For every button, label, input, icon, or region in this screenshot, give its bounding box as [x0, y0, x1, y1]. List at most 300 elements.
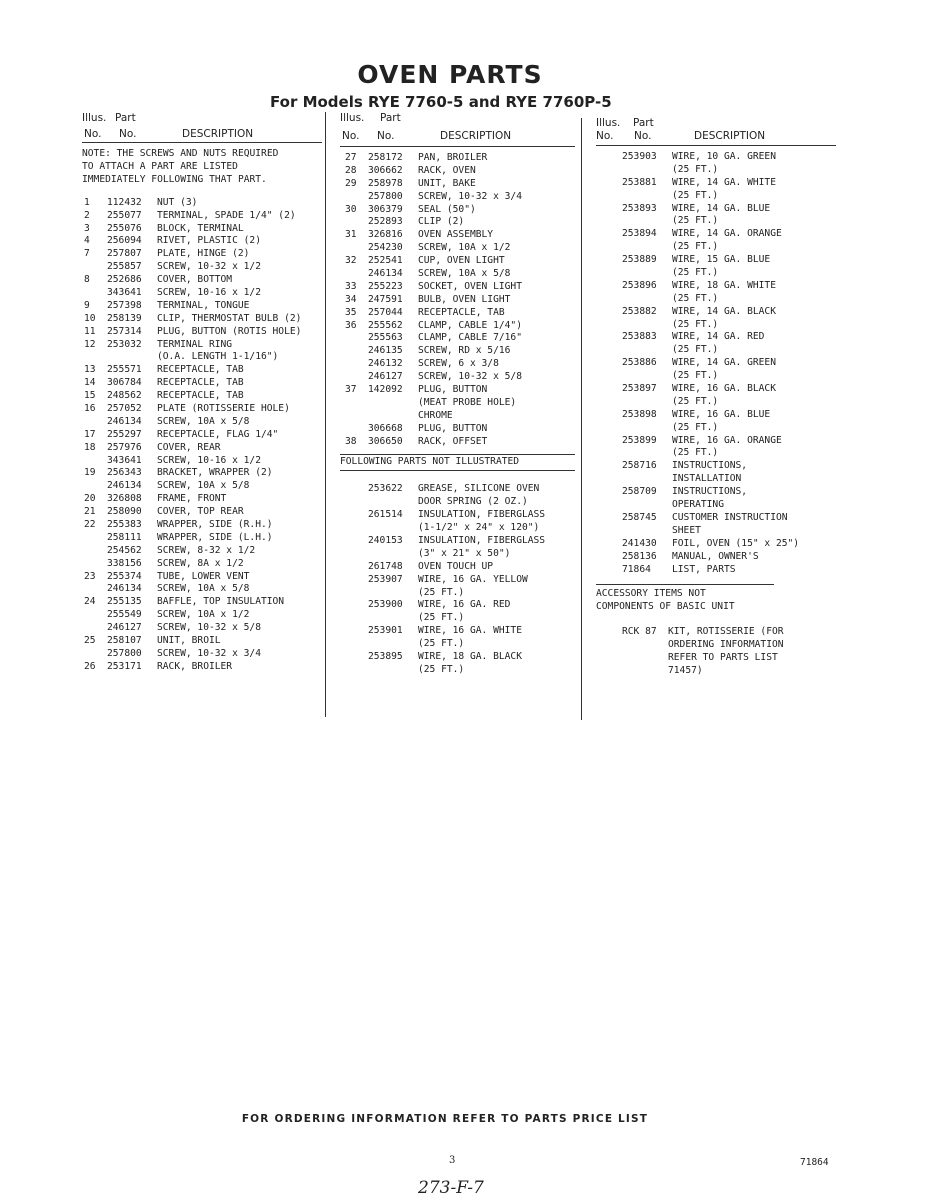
part-row	[340, 371, 575, 384]
part-number: 253171	[107, 660, 142, 672]
part-description: CUP, OVEN LIGHT	[418, 255, 505, 267]
part-row	[596, 228, 836, 241]
column-header	[340, 110, 575, 144]
header-illus: Illus.	[340, 112, 365, 124]
part-description: (25 FT.)	[672, 215, 719, 227]
header-no-part: No.	[634, 130, 652, 142]
part-description: DOOR SPRING (2 OZ.)	[418, 496, 528, 508]
part-description: CHROME	[418, 409, 453, 421]
part-row	[82, 235, 322, 248]
part-description: SCREW, 8A x 1/2	[157, 557, 244, 569]
part-description: INSTRUCTIONS,	[672, 486, 748, 498]
part-description: SCREW, 6 x 3/8	[418, 358, 499, 370]
header-no-illus: No.	[342, 130, 360, 142]
part-row	[82, 635, 322, 648]
part-row	[596, 203, 836, 216]
part-row	[82, 648, 322, 661]
part-row	[340, 345, 575, 358]
part-row	[82, 248, 322, 261]
part-number: 343641	[107, 454, 142, 466]
part-row	[596, 422, 836, 435]
ordering-footer: FOR ORDERING INFORMATION REFER TO PARTS PRICE LIST	[241, 1113, 649, 1125]
part-row	[82, 261, 322, 274]
part-number: 142092	[368, 384, 403, 396]
part-number: 253898	[622, 408, 657, 420]
part-description: SCREW, 10-32 x 3/4	[418, 190, 522, 202]
part-description: WIRE, 16 GA. ORANGE	[672, 434, 782, 446]
part-row	[340, 574, 575, 587]
handwritten-note: 273-F-7	[418, 1178, 484, 1198]
part-number: 253032	[107, 338, 142, 350]
part-row	[340, 384, 575, 397]
part-description: KIT, ROTISSERIE (FOR	[668, 626, 784, 638]
part-row	[340, 587, 575, 600]
part-description: SCREW, 10A x 5/8	[418, 268, 511, 280]
part-description: UNIT, BROIL	[157, 635, 221, 646]
part-number: 255857	[107, 261, 142, 273]
part-row	[82, 519, 322, 532]
part-number: 255563	[368, 332, 403, 344]
part-description: FRAME, FRONT	[157, 493, 227, 505]
part-number: 253881	[622, 176, 657, 188]
part-number: 258111	[107, 531, 142, 543]
column-header	[596, 115, 836, 149]
illus-number: 14	[84, 377, 96, 389]
part-row	[596, 396, 836, 409]
part-row	[596, 499, 836, 512]
part-description: SOCKET, OVEN LIGHT	[418, 280, 522, 292]
part-row	[340, 268, 575, 281]
part-description: LIST, PARTS	[672, 563, 736, 575]
part-number: 246134	[368, 268, 403, 280]
part-row	[82, 442, 322, 455]
part-number: 248562	[107, 390, 142, 402]
part-description: COVER, BOTTOM	[157, 274, 233, 286]
accessory-note: COMPONENTS OF BASIC UNIT	[596, 601, 735, 613]
part-row	[596, 652, 836, 665]
part-number: 241430	[622, 537, 657, 549]
part-description: BLOCK, TERMINAL	[157, 222, 244, 234]
illus-number: 35	[345, 306, 357, 318]
part-number: 306379	[368, 203, 403, 215]
part-description: WIRE, 16 GA. RED	[418, 599, 511, 611]
part-number: 257398	[107, 299, 142, 311]
part-description: SEAL (50")	[418, 203, 476, 215]
part-row	[596, 319, 836, 332]
header-illus: Illus.	[82, 112, 107, 124]
part-description: WIRE, 14 GA. WHITE	[672, 176, 776, 188]
header-part: Part	[115, 112, 136, 124]
part-description: WIRE, 16 GA. BLACK	[672, 383, 776, 395]
part-row	[82, 210, 322, 223]
parts-list	[596, 151, 836, 576]
part-description: CUSTOMER INSTRUCTION	[672, 511, 788, 523]
part-number: RCK 87	[622, 626, 657, 638]
part-row	[82, 197, 322, 210]
part-description: OVEN TOUCH UP	[418, 560, 494, 572]
part-row	[596, 280, 836, 293]
part-row	[82, 596, 322, 609]
part-row	[596, 538, 836, 551]
part-description: UNIT, BAKE	[418, 177, 476, 189]
part-row	[340, 281, 575, 294]
header-description: DESCRIPTION	[440, 130, 512, 142]
part-row	[340, 229, 575, 242]
part-number: 252686	[107, 274, 142, 286]
part-row	[340, 548, 575, 561]
part-row	[596, 626, 836, 639]
part-row	[340, 320, 575, 333]
part-number: 261514	[368, 509, 403, 521]
part-description: SCREW, 10-32 x 3/4	[157, 647, 261, 659]
part-row	[82, 403, 322, 416]
illus-number: 36	[345, 319, 357, 331]
part-number: 253897	[622, 383, 657, 395]
part-description: RECEPTACLE, TAB	[157, 364, 244, 376]
illus-number: 20	[84, 493, 96, 505]
part-description: SCREW, 10-16 x 1/2	[157, 454, 261, 466]
part-description: (25 FT.)	[672, 267, 719, 279]
part-description: BAFFLE, TOP INSULATION	[157, 596, 285, 608]
part-description: PLATE, HINGE (2)	[157, 248, 250, 260]
part-row	[82, 571, 322, 584]
part-description: (25 FT.)	[672, 318, 719, 330]
part-row	[340, 651, 575, 664]
part-number: 254562	[107, 544, 142, 556]
part-row	[82, 274, 322, 287]
illus-number: 30	[345, 203, 357, 215]
part-row	[340, 294, 575, 307]
illus-number: 18	[84, 441, 96, 453]
part-description: SCREW, 10A x 1/2	[418, 242, 511, 254]
part-description: PAN, BROILER	[418, 152, 488, 163]
part-row	[82, 287, 322, 300]
note-line: IMMEDIATELY FOLLOWING THAT PART.	[82, 173, 267, 185]
part-description: PLATE (ROTISSERIE HOLE)	[157, 402, 290, 414]
part-number: 338156	[107, 557, 142, 569]
part-description: COVER, TOP REAR	[157, 506, 244, 518]
part-row	[82, 416, 322, 429]
part-number: 253622	[368, 483, 403, 495]
part-row	[596, 447, 836, 460]
part-row	[340, 522, 575, 535]
part-number: 253894	[622, 228, 657, 240]
part-row	[340, 307, 575, 320]
part-description: SCREW, 10A x 5/8	[157, 583, 250, 595]
illus-number: 28	[345, 164, 357, 176]
part-row	[596, 254, 836, 267]
part-description: SCREW, 10A x 5/8	[157, 415, 250, 427]
part-row	[82, 583, 322, 596]
parts-list	[340, 152, 575, 448]
part-row	[340, 397, 575, 410]
part-row	[340, 191, 575, 204]
illus-number: 38	[345, 435, 357, 447]
part-description: PLUG, BUTTON	[418, 384, 488, 396]
part-number: 253895	[368, 650, 403, 662]
part-number: 258716	[622, 460, 657, 472]
illus-number: 19	[84, 467, 96, 479]
part-row	[596, 639, 836, 652]
part-row	[340, 216, 575, 229]
part-number: 246127	[368, 371, 403, 383]
part-number: 261748	[368, 560, 403, 572]
part-description: RACK, BROILER	[157, 660, 233, 672]
illus-number: 2	[84, 209, 90, 221]
part-row	[340, 561, 575, 574]
part-number: 253896	[622, 279, 657, 291]
part-number: 246134	[107, 415, 142, 427]
part-row	[340, 664, 575, 677]
part-number: 253899	[622, 434, 657, 446]
part-number: 306784	[107, 377, 142, 389]
part-number: 258172	[368, 152, 403, 163]
parts-column-1	[82, 110, 322, 674]
part-number: 255223	[368, 280, 403, 292]
part-row	[340, 410, 575, 423]
part-row	[340, 255, 575, 268]
part-description: SCREW, RD x 5/16	[418, 345, 511, 357]
part-description: PLUG, BUTTON (ROTIS HOLE)	[157, 325, 302, 337]
part-number: 71864	[622, 563, 651, 575]
part-number: 306668	[368, 422, 403, 434]
part-number: 255076	[107, 222, 142, 234]
part-number: 254230	[368, 242, 403, 254]
part-row	[340, 165, 575, 178]
part-number: 326808	[107, 493, 142, 505]
part-row	[596, 164, 836, 177]
part-row	[596, 190, 836, 203]
part-description: WIRE, 14 GA. ORANGE	[672, 228, 782, 240]
part-description: (25 FT.)	[672, 292, 719, 304]
part-description: 71457)	[668, 664, 703, 676]
part-number: 258107	[107, 635, 142, 646]
part-row	[82, 609, 322, 622]
part-row	[82, 467, 322, 480]
part-row	[596, 512, 836, 525]
part-row	[596, 564, 836, 577]
part-description: WIRE, 14 GA. BLUE	[672, 202, 771, 214]
part-number: 258139	[107, 312, 142, 324]
column-divider	[325, 112, 326, 717]
part-description: WIRE, 14 GA. RED	[672, 331, 765, 343]
part-number: 258709	[622, 486, 657, 498]
column-header	[82, 110, 322, 144]
part-row	[340, 509, 575, 522]
part-row	[596, 525, 836, 538]
part-row	[340, 358, 575, 371]
part-row	[82, 493, 322, 506]
part-number: 253882	[622, 305, 657, 317]
part-number: 257800	[107, 647, 142, 659]
part-row	[340, 638, 575, 651]
part-row	[82, 622, 322, 635]
part-row	[596, 357, 836, 370]
part-row	[596, 267, 836, 280]
part-description: WIRE, 16 GA. WHITE	[418, 625, 522, 637]
part-row	[596, 241, 836, 254]
part-row	[596, 215, 836, 228]
part-number: 255374	[107, 570, 142, 582]
part-number: 240153	[368, 534, 403, 546]
part-row	[82, 390, 322, 403]
part-description: REFER TO PARTS LIST	[668, 651, 778, 663]
page-title: OVEN PARTS	[357, 60, 543, 89]
part-description: (25 FT.)	[672, 163, 719, 175]
part-row	[596, 344, 836, 357]
part-row	[340, 152, 575, 165]
part-description: CLAMP, CABLE 1/4")	[418, 319, 522, 331]
illus-number: 7	[84, 248, 90, 260]
note-line: NOTE: THE SCREWS AND NUTS REQUIRED	[82, 148, 279, 159]
part-number: 258090	[107, 506, 142, 518]
part-row	[596, 383, 836, 396]
part-description: (25 FT.)	[672, 395, 719, 407]
part-row	[82, 506, 322, 519]
part-row	[82, 455, 322, 468]
part-row	[82, 545, 322, 558]
part-description: (25 FT.)	[672, 241, 719, 253]
part-number: 252541	[368, 255, 403, 267]
part-row	[596, 486, 836, 499]
part-row	[82, 339, 322, 352]
part-row	[596, 551, 836, 564]
note-line: TO ATTACH A PART ARE LISTED	[82, 160, 238, 172]
part-description: (25 FT.)	[418, 586, 465, 598]
part-description: WIRE, 10 GA. GREEN	[672, 151, 776, 162]
part-row	[82, 377, 322, 390]
part-description: (MEAT PROBE HOLE)	[418, 396, 517, 408]
part-description: WIRE, 18 GA. WHITE	[672, 279, 776, 291]
part-row	[596, 177, 836, 190]
part-number: 253886	[622, 357, 657, 369]
part-number: 257052	[107, 402, 142, 414]
part-description: WIRE, 14 GA. GREEN	[672, 357, 776, 369]
part-number: 257976	[107, 441, 142, 453]
part-description: (25 FT.)	[672, 344, 719, 356]
part-number: 256343	[107, 467, 142, 479]
part-description: CLIP (2)	[418, 216, 465, 228]
part-number: 343641	[107, 286, 142, 298]
header-no-illus: No.	[596, 130, 614, 142]
illus-number: 26	[84, 660, 96, 672]
part-description: (1-1/2" x 24" x 120")	[418, 522, 540, 534]
part-description: SCREW, 10-32 x 5/8	[418, 371, 522, 383]
part-description: NUT (3)	[157, 196, 198, 208]
part-description: INSTALLATION	[672, 473, 742, 485]
page-subtitle: For Models RYE 7760-5 and RYE 7760P-5	[270, 93, 612, 111]
part-description: GREASE, SILICONE OVEN	[418, 483, 540, 495]
part-row	[596, 460, 836, 473]
illus-number: 31	[345, 229, 357, 241]
illus-number: 8	[84, 274, 90, 286]
part-row	[82, 364, 322, 377]
part-number: 306662	[368, 164, 403, 176]
header-illus: Illus.	[596, 117, 621, 129]
part-description: SHEET	[672, 524, 701, 536]
part-description: WIRE, 15 GA. BLUE	[672, 254, 771, 266]
part-description: INSULATION, FIBERGLASS	[418, 509, 546, 521]
part-description: COVER, REAR	[157, 441, 221, 453]
part-description: CLAMP, CABLE 7/16"	[418, 332, 522, 344]
part-row	[596, 473, 836, 486]
header-part: Part	[633, 117, 654, 129]
part-description: TERMINAL, SPADE 1/4" (2)	[157, 209, 296, 221]
part-row	[340, 178, 575, 191]
part-number: 246132	[368, 358, 403, 370]
part-description: SCREW, 10A x 5/8	[157, 480, 250, 492]
part-row	[82, 351, 322, 364]
part-description: TUBE, LOWER VENT	[157, 570, 250, 582]
part-row	[340, 625, 575, 638]
part-row	[596, 370, 836, 383]
part-number: 257314	[107, 325, 142, 337]
illus-number: 4	[84, 235, 90, 247]
part-number: 255383	[107, 518, 142, 530]
part-row	[596, 306, 836, 319]
part-number: 246134	[107, 583, 142, 595]
part-description: BULB, OVEN LIGHT	[418, 293, 511, 305]
reference-number: 71864	[800, 1157, 829, 1168]
illus-number: 25	[84, 635, 96, 646]
part-number: 255297	[107, 428, 142, 440]
part-description: (25 FT.)	[672, 370, 719, 382]
illus-number: 10	[84, 312, 96, 324]
part-description: RECEPTACLE, TAB	[418, 306, 505, 318]
header-rule	[82, 142, 322, 143]
part-number: 255562	[368, 319, 403, 331]
part-description: RACK, OFFSET	[418, 435, 488, 447]
parts-list	[596, 626, 836, 678]
part-description: WIRE, 16 GA. BLUE	[672, 408, 771, 420]
part-row	[596, 331, 836, 344]
part-number: 257044	[368, 306, 403, 318]
illus-number: 27	[345, 152, 357, 163]
part-number: 257807	[107, 248, 142, 260]
part-number: 246127	[107, 622, 142, 634]
illus-number: 3	[84, 222, 90, 234]
illus-number: 33	[345, 280, 357, 292]
part-description: FOIL, OVEN (15" x 25")	[672, 537, 800, 549]
part-row	[82, 558, 322, 571]
part-description: ORDERING INFORMATION	[668, 639, 784, 651]
part-row	[596, 409, 836, 422]
illus-number: 1	[84, 196, 90, 208]
part-description: RECEPTACLE, FLAG 1/4"	[157, 428, 279, 440]
page-number: 3	[449, 1155, 456, 1166]
part-description: WIRE, 16 GA. YELLOW	[418, 573, 528, 585]
part-description: CLIP, THERMOSTAT BULB (2)	[157, 312, 302, 324]
illus-number: 11	[84, 325, 96, 337]
part-description: (25 FT.)	[418, 663, 465, 675]
part-description: SCREW, 10-16 x 1/2	[157, 286, 261, 298]
part-row	[82, 532, 322, 545]
part-description: RECEPTACLE, TAB	[157, 390, 244, 402]
part-number: 258745	[622, 511, 657, 523]
part-number: 255077	[107, 209, 142, 221]
part-description: OPERATING	[672, 499, 724, 511]
header-description: DESCRIPTION	[694, 130, 766, 142]
part-description: (O.A. LENGTH 1-1/16")	[157, 351, 279, 363]
part-row	[340, 496, 575, 509]
part-description: WIRE, 18 GA. BLACK	[418, 650, 522, 662]
part-row	[340, 423, 575, 436]
part-row	[82, 300, 322, 313]
part-number: 255571	[107, 364, 142, 376]
illus-number: 16	[84, 402, 96, 414]
part-number: 253883	[622, 331, 657, 343]
part-number: 253900	[368, 599, 403, 611]
